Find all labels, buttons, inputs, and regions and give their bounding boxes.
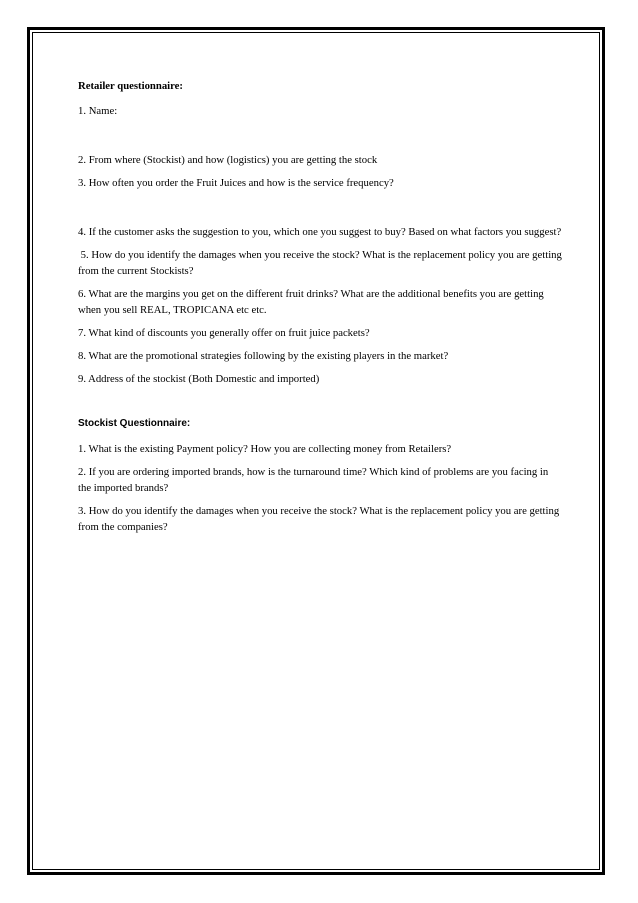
retailer-question-3: 3. How often you order the Fruit Juices and how is the service frequency? <box>78 177 394 189</box>
retailer-question-2: 2. From where (Stockist) and how (logistics) you are getting the stock <box>78 154 378 166</box>
stockist-question-1: 1. What is the existing Payment policy? How you are collecting money from Retailers? <box>78 443 452 455</box>
stockist-question-2: 2. If you are ordering imported brands, how is the turnaround time? Which kind of problems are you facing in the imported brands? <box>78 466 549 494</box>
retailer-question-1: 1. Name: <box>78 105 118 117</box>
stockist-question-3: 3. How do you identify the damages when you receive the stock? What is the replacement policy you are getting from the companies? <box>78 505 560 533</box>
retailer-question-8: 8. What are the promotional strategies following by the existing players in the market? <box>78 350 449 362</box>
stockist-heading: Stockist Questionnaire: <box>78 418 191 429</box>
retailer-question-9: 9. Address of the stockist (Both Domestic and imported) <box>78 373 320 385</box>
retailer-question-5: 5. How do you identify the damages when you receive the stock? What is the replacement policy you are getting from the current Stockists? <box>78 249 565 277</box>
retailer-question-6: 6. What are the margins you get on the different fruit drinks? What are the additional benefits you are getting when you sell REAL, TROPICANA etc etc. <box>78 288 544 316</box>
retailer-heading: Retailer questionnaire: <box>78 80 183 92</box>
document-body <box>78 78 565 542</box>
retailer-question-7: 7. What kind of discounts you generally offer on fruit juice packets? <box>78 327 370 339</box>
retailer-question-4: 4. If the customer asks the suggestion to you, which one you suggest to buy? Based on what factors you suggest? <box>78 226 562 238</box>
